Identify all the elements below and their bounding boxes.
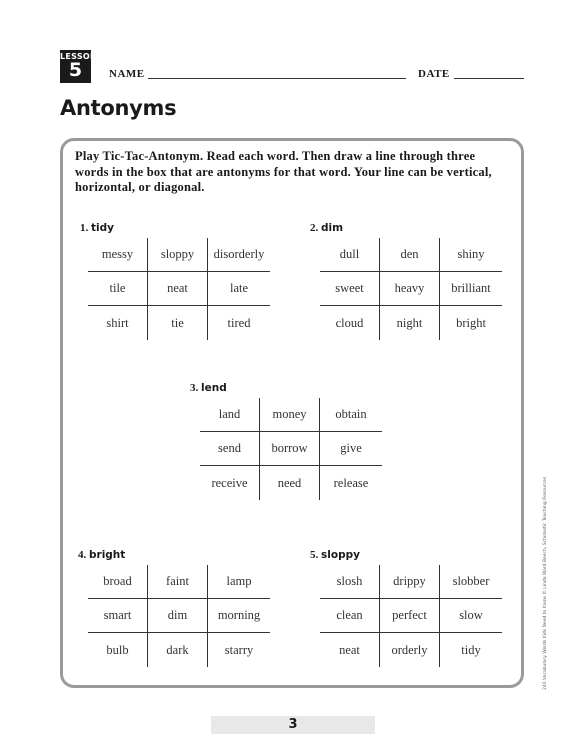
lesson-label: LESSON — [60, 52, 98, 61]
grid-cell[interactable]: release — [333, 475, 369, 490]
tic-tac-grid — [200, 398, 382, 500]
puzzle-label — [310, 549, 360, 561]
grid-cell[interactable]: land — [200, 398, 260, 432]
puzzle-word: bright — [89, 549, 126, 561]
grid-cell[interactable]: receive — [200, 466, 260, 500]
grid-cell[interactable]: need — [260, 466, 320, 500]
grid-cell[interactable]: money — [260, 398, 320, 432]
puzzle-word: tidy — [91, 222, 114, 234]
puzzle-label — [78, 549, 125, 561]
grid-cell[interactable]: give — [320, 432, 382, 466]
grid-cell[interactable]: dim — [148, 599, 208, 633]
tic-tac-grid — [88, 565, 270, 667]
grid-cell[interactable]: dull — [320, 238, 380, 272]
grid-cell[interactable]: bright — [456, 315, 486, 330]
grid-cell[interactable]: shirt — [88, 306, 148, 340]
grid-cell[interactable]: tie — [148, 306, 208, 340]
grid-cell[interactable]: clean — [320, 599, 380, 633]
grid-cell[interactable]: disorderly — [208, 238, 270, 272]
grid-cell[interactable]: tile — [88, 272, 148, 306]
grid-cell[interactable]: lamp — [208, 565, 270, 599]
puzzle-label — [190, 382, 227, 394]
grid-cell[interactable]: late — [208, 272, 270, 306]
grid-cell[interactable]: slosh — [320, 565, 380, 599]
grid-cell[interactable]: dark — [148, 633, 208, 667]
grid-cell[interactable]: neat — [320, 633, 380, 667]
grid-cell[interactable]: smart — [88, 599, 148, 633]
grid-cell[interactable]: obtain — [320, 398, 382, 432]
grid-cell[interactable]: neat — [148, 272, 208, 306]
grid-cell[interactable]: borrow — [260, 432, 320, 466]
grid-cell[interactable]: cloud — [320, 306, 380, 340]
grid-cell[interactable]: send — [200, 432, 260, 466]
tic-tac-grid — [320, 565, 502, 667]
puzzle-label — [80, 222, 114, 234]
tic-tac-grid — [88, 238, 270, 340]
grid-cell[interactable]: tidy — [461, 642, 481, 657]
grid-cell[interactable]: brilliant — [440, 272, 502, 306]
grid-cell[interactable]: faint — [148, 565, 208, 599]
puzzle-number: 2. — [310, 222, 319, 234]
date-field[interactable] — [454, 78, 524, 79]
page-number: 3 — [288, 717, 298, 732]
lesson-number: 5 — [68, 59, 83, 81]
grid-cell[interactable]: shiny — [440, 238, 502, 272]
grid-cell[interactable]: messy — [88, 238, 148, 272]
instructions: Play Tic-Tac-Antonym. Read each word. Then draw a line through three words in the box that are antonyms for that word. Your line can be vertical, horizontal, or diagonal. — [75, 149, 492, 194]
puzzle-word: sloppy — [321, 549, 360, 561]
grid-cell[interactable]: sweet — [320, 272, 380, 306]
grid-cell[interactable]: orderly — [380, 633, 440, 667]
puzzle-number: 4. — [78, 549, 87, 561]
page-title: Antonyms — [60, 96, 177, 120]
grid-cell[interactable]: night — [380, 306, 440, 340]
lesson-badge — [60, 50, 98, 83]
grid-cell[interactable]: perfect — [380, 599, 440, 633]
grid-cell[interactable]: bulb — [88, 633, 148, 667]
grid-cell[interactable]: slobber — [440, 565, 502, 599]
puzzle-number: 3. — [190, 382, 199, 394]
name-field[interactable] — [148, 78, 406, 79]
grid-cell[interactable]: den — [380, 238, 440, 272]
grid-cell[interactable]: morning — [208, 599, 270, 633]
grid-cell[interactable]: starry — [224, 642, 254, 657]
copyright-credit: 240 Vocabulary Words Kids Need to Know © Linda Ward Beech, Scholastic Teaching Resources — [543, 476, 548, 690]
puzzle-label — [310, 222, 343, 234]
puzzle-number: 1. — [80, 222, 89, 234]
grid-cell[interactable]: heavy — [380, 272, 440, 306]
grid-cell[interactable]: slow — [440, 599, 502, 633]
name-label: NAME — [109, 68, 145, 80]
grid-cell[interactable]: broad — [88, 565, 148, 599]
date-label: DATE — [418, 68, 450, 80]
grid-cell[interactable]: drippy — [380, 565, 440, 599]
grid-cell[interactable]: tired — [227, 315, 251, 330]
puzzle-word: lend — [201, 382, 227, 394]
puzzle-number: 5. — [310, 549, 319, 561]
puzzle-word: dim — [321, 222, 344, 234]
grid-cell[interactable]: sloppy — [148, 238, 208, 272]
tic-tac-grid — [320, 238, 502, 340]
